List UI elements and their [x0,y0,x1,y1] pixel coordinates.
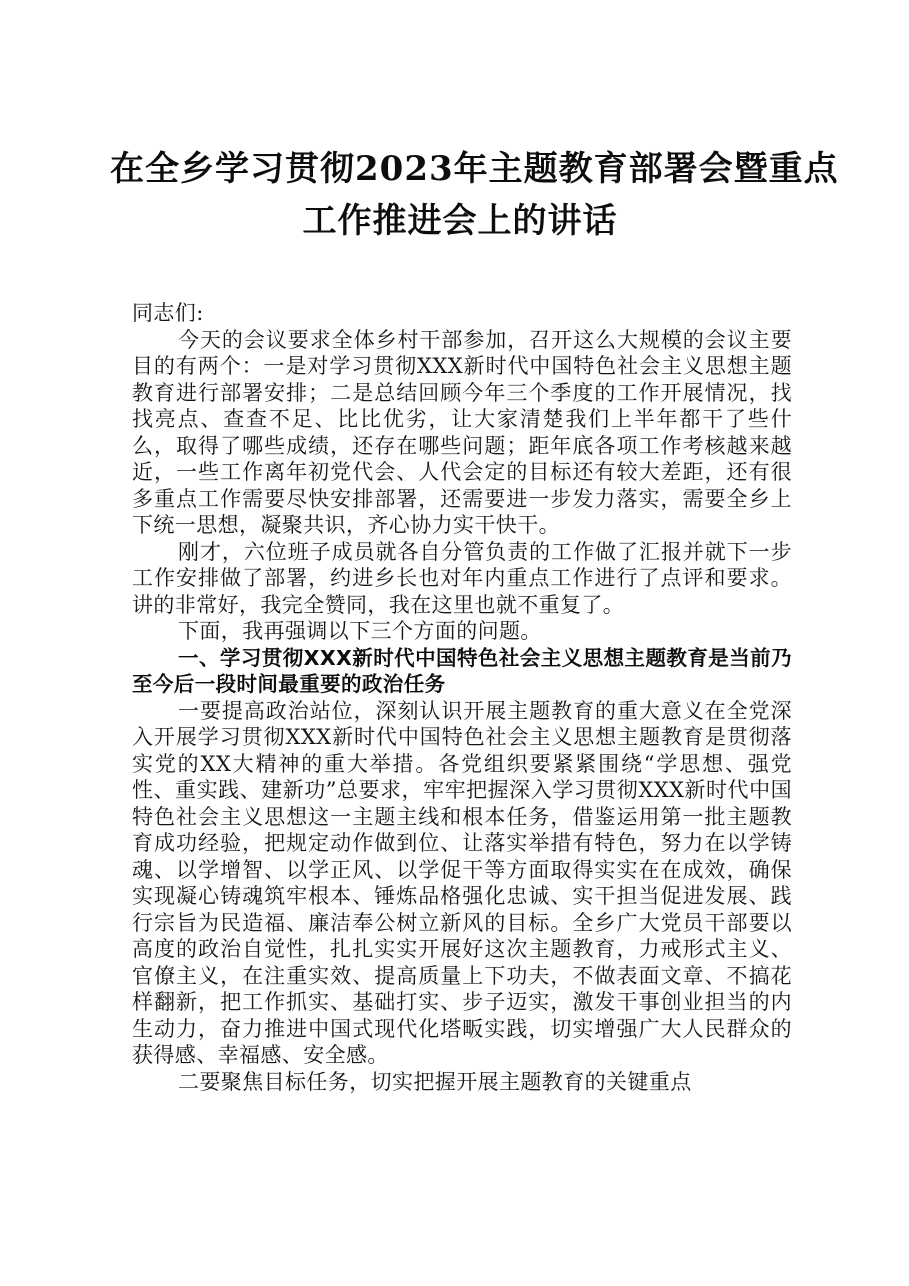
paragraph-focus-goals: 二要聚焦目标任务，切实把握开展主题教育的关键重点 [178,1069,692,1094]
title-line-1: 在全乡学习贯彻2023年主题教育部署会暨重点 [110,149,839,189]
paragraph-intro: 今天的会议要求全体乡村干部参加，召开这么大规模的会议主要目的有两个：一是对学习贯彻XXX新时代中国特色社会主义思想主题教育进行部署安排；二是总结回顾今年三个季度的工作开展情况，找找亮点、查查不足、比比优劣，让大家清楚我们上半年都干了些什么，取得了哪些成绩，还存在哪些问题；距年底各项工作考核越来越近，一些工作离年初党代会、人代会定的目标还有较大差距，还有很多重点工作需要尽快安排部署，还需要进一步发力落实，需要全乡上下统一思想，凝聚共识，齐心协力实干快干。 [132,327,792,537]
section-heading-1: 一、学习贯彻XXX新时代中国特色社会主义思想主题教育是当前乃至今后一段时间最重要的政治任务 [132,645,792,696]
document-body [132,300,792,1095]
document-title [110,143,839,247]
salutation: 同志们: [132,301,204,325]
title-line-2: 工作推进会上的讲话 [302,201,618,241]
paragraph-political-stance: 一要提高政治站位，深刻认识开展主题教育的重大意义在全党深入开展学习贯彻XXX新时代中国特色社会主义思想主题教育是贯彻落实党的XX大精神的重大举措。各党组织要紧紧围绕“学思想、强党性、重实践、建新功”总要求，牢牢把握深入学习贯彻XXX新时代中国特色社会主义思想这一主题主线和根本任务，借鉴运用第一批主题教育成功经验，把规定动作做到位、让落实举措有特色，努力在以学铸魂、以学增智、以学正风、以学促干等方面取得实实在在成效，确保实现凝心铸魂筑牢根本、锤炼品格强化忠诚、实干担当促进发展、践行宗旨为民造福、廉洁奉公树立新风的目标。全乡广大党员干部要以高度的政治自觉性，扎扎实实开展好这次主题教育，力戒形式主义、官僚主义，在注重实效、提高质量上下功夫，不做表面文章、不搞花样翻新，把工作抓实、基础打实、步子迈实，激发干事创业担当的内生动力，奋力推进中国式现代化塔畈实践，切实增强广大人民群众的获得感、幸福感、安全感。 [132,698,792,1067]
paragraph-transition: 下面，我再强调以下三个方面的问题。 [178,619,542,643]
paragraph-reports: 刚才，六位班子成员就各自分管负责的工作做了汇报并就下一步工作安排做了部署，约进乡长也对年内重点工作进行了点评和要求。讲的非常好，我完全赞同，我在这里也就不重复了。 [132,539,792,617]
